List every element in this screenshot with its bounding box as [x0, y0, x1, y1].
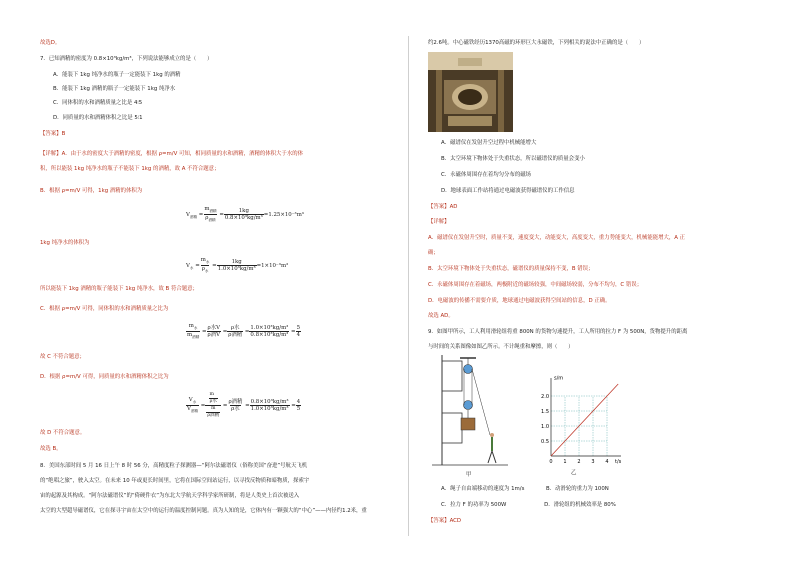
pulley-figure	[430, 355, 510, 473]
question-8: 8．美国东部时间 5 月 16 日上午 8 时 56 分，高精度粒子探测器—“阿尔法磁谱仪（俗称美国“奋进”号航天飞机	[40, 463, 308, 469]
explanation-line: 积，所以能装 1kg 纯净水的瓶子不能装下 1kg 的酒精，故 A 不符合题意；	[40, 166, 220, 172]
explanation-line: 故选 AD。	[428, 313, 454, 319]
explanation-line: 故 C 不符合题意；	[40, 354, 85, 360]
distance-time-graph	[533, 368, 623, 468]
option-d: D．地球表面工作站将通过电磁波获得磁谱仪的工作信息	[441, 188, 575, 194]
x-tick-label: 0	[549, 459, 553, 465]
explanation-line: 故 D 不符合题意。	[40, 430, 86, 436]
x-axis-label: t/s	[615, 459, 622, 465]
series-line	[551, 384, 618, 456]
y-tick-label: 1.5	[541, 408, 549, 415]
explanation-line: C．永磁体周围存在着磁场，两极附近的磁场较强，中间磁场较弱，分布不均匀，C 错误；	[428, 282, 643, 288]
explanation-line: C．根据 ρ=m/V 可得，同体积的水和酒精质量之比为	[40, 306, 169, 312]
question-7: 7．已知酒精的密度为 0.8×10³kg/m³，下列说法能够成立的是（ ）	[40, 56, 213, 62]
magnet-spectrometer-photo	[428, 52, 513, 132]
explanation-heading: 【详解】	[428, 219, 450, 225]
question-8-line: 约2.6吨。中心磁铁经历1370高磁的环形巨大永磁铁，下列相关的说法中正确的是（ ）	[428, 40, 645, 46]
option-a: A．能装下 1kg 纯净水的瓶子一定能装下 1kg 的酒精	[53, 72, 181, 78]
explanation-line: D．根据 ρ=m/V 可得，同质量的水和酒精体积之比为	[40, 374, 169, 380]
question-8-line: 太空的大型超导磁谱仪，它在探寻宇宙在太空中的运行的温度控制问题。真为人知的是，它体内有一颗强大的“中心”——内径约1.2米，重	[40, 508, 367, 514]
y-tick-label: 0.5	[541, 438, 549, 445]
y-tick-label: 1.0	[541, 423, 549, 430]
x-tick-label: 2	[577, 459, 581, 465]
question-8-line: 宙的起源及其构成。“阿尔法磁谱仪”的“倚硬件衣”为东北大学航天学科学家所研制，将是人类史上首次被送入	[40, 493, 300, 499]
x-tick-label: 3	[591, 459, 595, 465]
explanation-line: A．磁谱仪在发射升空时，质量不变，速度变大，动能变大，高度变大，重力势能变大，机械能能增大，A 正	[428, 235, 686, 241]
equation-mass-ratio: $\frac{m_水}{m_{酒精}}$ = $\frac{\text{ρ水V}}{\text{ρ酒V}}$ = $\frac{\text{ρ水}}{\text{ρ酒精}}$ = $\frac{\text{1.0×10³kg/m³}}{\text{0.8×10³kg/m³}}$ = $\frac{5}{4}$	[187, 323, 301, 340]
answer-label: 【答案】AD	[428, 204, 458, 210]
y-axis-label: s/m	[554, 375, 564, 382]
x-tick-label: 1	[563, 459, 567, 465]
x-tick-label: 4	[605, 459, 609, 465]
explanation-line: D．电磁波的传播不需要介质，地球通过电磁波获得空间站的信息，D 正确。	[428, 298, 611, 304]
option-a: A．磁谱仪在发射升空过程中机械能增大	[441, 140, 537, 146]
option-c: C．永磁体周围存在着均匀分布的磁场	[441, 172, 532, 178]
text-line: 故选D。	[40, 40, 61, 46]
explanation-line: 1kg 纯净水的体积为	[40, 240, 90, 246]
option-d: D．同质量的水和酒精体积之比是 5∶1	[53, 115, 143, 121]
options-cd: C．拉力 F 的功率为 500W D．滑轮组的机械效率是 80%	[441, 502, 616, 508]
y-tick-label: 2.0	[541, 393, 549, 400]
equation-volume-alcohol: $V_{酒精}$ = $\frac{m_{酒精}}{\rho_{酒精}}$ = $\frac{1kg}{\text{0.8×10³kg/m³}}$ =1.25×10⁻³m³	[186, 206, 304, 223]
option-c: C．同体积的水和酒精质量之比是 4∶5	[53, 100, 143, 106]
explanation-line: 故选 B。	[40, 446, 62, 452]
option-b: B．太空环境下物体处于失重状态，所以磁谱仪的质量会变小	[441, 156, 585, 162]
explanation-line: B．根据 ρ=m/V 可得，1kg 酒精的体积为	[40, 188, 143, 194]
explanation-line: B．太空环境下物体处于失重状态，磁谱仪的质量保持不变，B 错误；	[428, 266, 594, 272]
options-ab: A．绳子自由端移动的速度为 1m/s B．动滑轮的重力为 100N	[441, 486, 609, 492]
explanation-line: 【详解】A．由于水的密度大于酒精的密度，根据 ρ=m/V 可知，相同质量的水和酒精，酒精的体积大于水的体	[40, 151, 303, 157]
column-divider	[408, 36, 409, 536]
option-b: B．能装下 1kg 酒精的瓶子一定能装下 1kg 纯净水	[53, 86, 176, 92]
explanation-line: 所以能装下 1kg 酒精的瓶子能装下 1kg 纯净水，故 B 符合题意；	[40, 286, 198, 292]
explanation-line: 确；	[428, 250, 439, 256]
equation-volume-ratio: $\frac{V_水}{V_{酒精}}$ = $\frac{\frac{m}{\text{ρ水}}}{\frac{m}{\text{ρ酒精}}}$ = $\frac{\text{ρ酒精}}{\text{ρ水}}$ = $\frac{\text{0.8×10³kg/m³}}{\text{1.0×10³kg/m³}}$ = $\frac{4}{5}$	[187, 392, 301, 418]
figure-caption-right: 乙	[571, 470, 577, 476]
equation-volume-water: $V_水$ = $\frac{m_水}{\rho_水}$ = $\frac{1kg}{\text{1.0×10³kg/m³}}$ =1×10⁻³m³	[186, 257, 289, 274]
question-9: 9．如图甲所示，工人利用滑轮组将重 800N 的货物匀速提升，工人所用的拉力 F 为 500N，货物提升的距离	[428, 329, 688, 335]
question-9-line: 与时间的关系图像如图乙所示。不计绳重和摩擦，则（ ）	[428, 344, 574, 350]
question-8-line: 的“绝唱之旅”，驶入太空。在未来 10 年或更长时间里，它将在国际空间站运行，以寻找反物质和暗物质，探索宇	[40, 478, 310, 484]
answer-label: 【答案】ACD	[428, 518, 462, 524]
figure-caption-left: 甲	[466, 472, 472, 478]
answer-label: 【答案】B	[40, 131, 66, 137]
